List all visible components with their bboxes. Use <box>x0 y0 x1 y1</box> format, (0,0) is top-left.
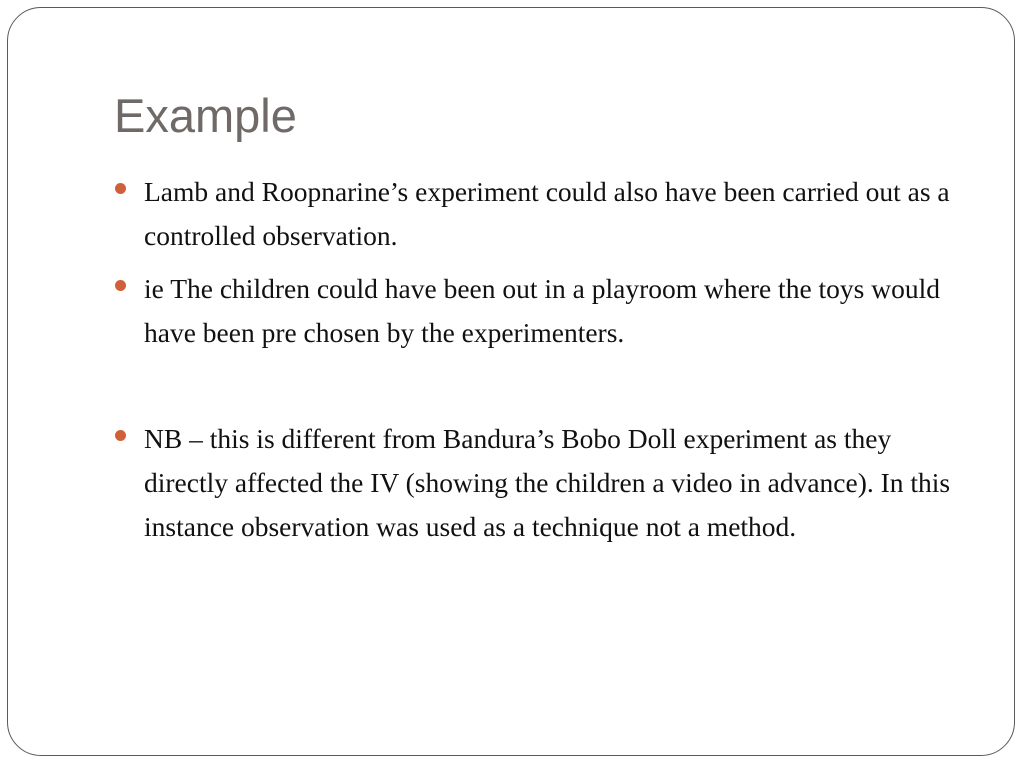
bullet-text: ie The children could have been out in a playroom where the toys would have been pre chosen by the experimenters. <box>144 273 940 348</box>
bullet-dot-icon <box>115 183 126 194</box>
slide-title: Example <box>114 89 297 142</box>
bullet-list <box>114 170 974 549</box>
bullet-text: Lamb and Roopnarine’s experiment could also have been carried out as a controlled observation. <box>144 176 950 251</box>
bullet-item <box>114 267 974 355</box>
bullet-item <box>114 417 974 549</box>
bullet-item <box>114 170 974 258</box>
bullet-dot-icon <box>115 280 126 291</box>
bullet-dot-icon <box>115 430 126 441</box>
bullet-text: NB – this is different from Bandura’s Bobo Doll experiment as they directly affected the IV (showing the children a video in advance). In this instance observation was used as a technique not a method. <box>144 423 951 542</box>
